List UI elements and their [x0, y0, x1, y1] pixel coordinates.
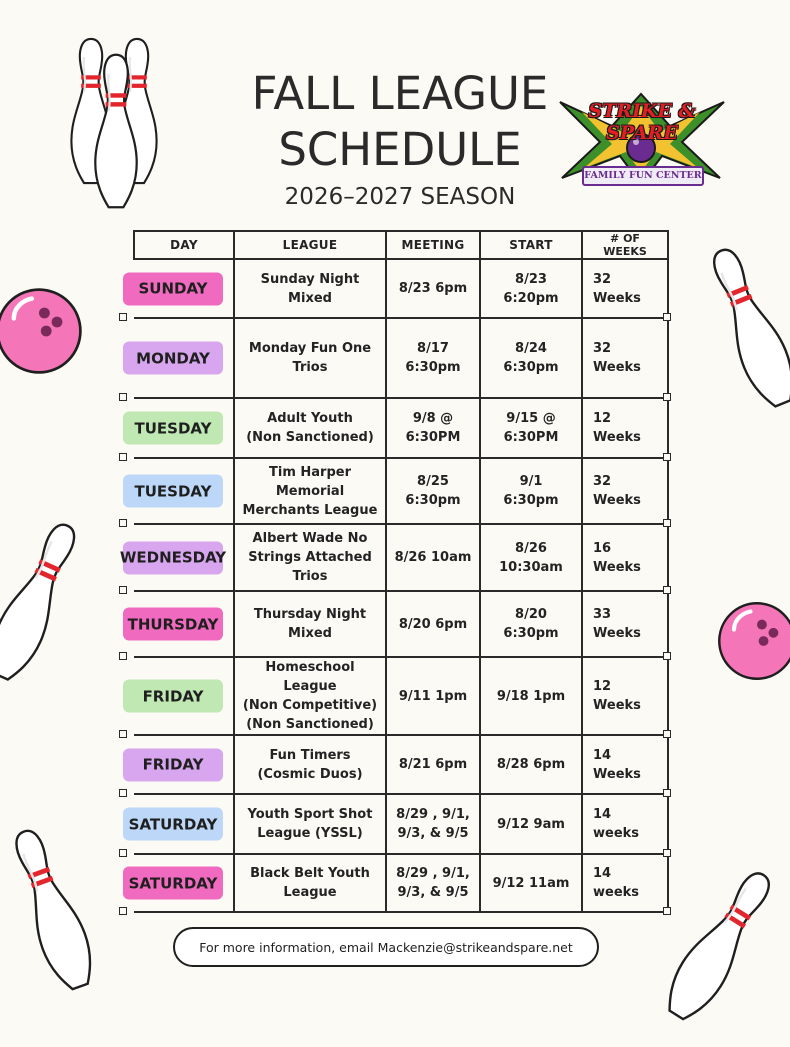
weeks-cell	[582, 735, 668, 794]
meeting-cell	[386, 794, 480, 854]
day-cell	[119, 524, 234, 591]
weeks-count: 32	[593, 474, 612, 489]
title-line-2: SCHEDULE	[278, 123, 522, 176]
weeks-count: 14	[593, 807, 612, 822]
row-separator-knob	[663, 730, 671, 738]
day-badge: WEDNESDAY	[123, 541, 223, 574]
weeks-count: 14	[593, 747, 612, 763]
row-separator-knob	[119, 586, 127, 594]
day-badge: FRIDAY	[123, 748, 223, 781]
league-cell	[234, 854, 386, 912]
start-cell	[480, 735, 582, 794]
header-league: LEAGUE	[234, 231, 386, 259]
meeting-line: 9/11 1pm	[398, 688, 468, 704]
table-header-row	[134, 231, 668, 259]
league-line: Tim Harper Memorial	[269, 464, 351, 499]
start-line: 8/24	[515, 341, 547, 356]
day-badge: TUESDAY	[123, 475, 223, 508]
table-row	[134, 854, 668, 912]
row-separator-knob	[119, 849, 127, 857]
start-line: 6:20pm	[503, 290, 559, 306]
meeting-line: 8/29 , 9/1,	[396, 866, 470, 881]
league-line: Adult Youth	[267, 411, 353, 426]
start-line: 8/26	[515, 540, 547, 556]
league-cell	[234, 398, 386, 458]
meeting-line: 8/20 6pm	[398, 616, 468, 632]
bowling-ball-icon	[0, 286, 84, 376]
league-cell	[234, 458, 386, 524]
day-cell	[128, 854, 234, 912]
day-badge: THURSDAY	[123, 608, 223, 641]
meeting-cell	[386, 854, 480, 912]
bowling-pin-icon	[0, 806, 122, 1012]
day-cell	[134, 458, 234, 524]
weeks-cell	[582, 259, 668, 318]
strike-and-spare-logo	[552, 92, 730, 188]
meeting-line: 6:30PM	[405, 430, 461, 445]
weeks-label: weeks	[593, 826, 640, 841]
weeks-count: 14	[593, 866, 612, 881]
weeks-count: 12	[593, 679, 612, 694]
row-separator-knob	[663, 789, 671, 797]
league-line: (Cosmic Duos)	[257, 766, 363, 782]
start-cell	[480, 398, 582, 458]
meeting-line: 9/3, & 9/5	[397, 826, 469, 841]
weeks-count: 33	[593, 607, 612, 622]
day-cell	[128, 794, 234, 854]
row-separator-knob	[663, 313, 671, 321]
start-cell	[480, 794, 582, 854]
day-badge: SATURDAY	[123, 808, 223, 841]
meeting-cell	[386, 591, 480, 657]
meeting-cell	[386, 259, 480, 318]
table-row	[134, 524, 668, 591]
weeks-count: 12	[593, 411, 612, 426]
league-cell	[234, 794, 386, 854]
row-separator-knob	[663, 849, 671, 857]
start-cell	[480, 854, 582, 912]
league-line: Merchants League	[242, 502, 378, 518]
meeting-line: 8/25	[417, 474, 449, 489]
day-badge: SATURDAY	[123, 867, 223, 900]
meeting-line: 8/29 , 9/1,	[396, 807, 470, 822]
meeting-cell	[386, 318, 480, 398]
start-line: 6:30pm	[503, 493, 559, 508]
row-separator-knob	[119, 453, 127, 461]
logo-subtitle: FAMILY FUN CENTER	[582, 166, 704, 186]
table-row	[134, 458, 668, 524]
bowling-ball-icon	[716, 596, 790, 686]
weeks-label: Weeks	[593, 360, 641, 375]
weeks-count: 32	[593, 271, 612, 287]
meeting-line: 9/8 @	[412, 411, 454, 426]
league-cell	[234, 657, 386, 735]
league-cell	[234, 259, 386, 318]
meeting-line: 8/26 10am	[394, 550, 472, 565]
row-separator-knob	[663, 586, 671, 594]
meeting-line: 8/23 6pm	[398, 281, 468, 296]
row-separator-knob	[119, 652, 127, 660]
meeting-cell	[386, 398, 480, 458]
weeks-label: Weeks	[593, 626, 641, 641]
start-line: 9/15 @	[506, 411, 556, 426]
meeting-cell	[386, 735, 480, 794]
row-separator-knob	[663, 907, 671, 915]
row-separator-knob	[119, 730, 127, 738]
start-cell	[480, 318, 582, 398]
weeks-cell	[582, 524, 668, 591]
table-row	[134, 591, 668, 657]
meeting-cell	[386, 524, 480, 591]
start-line: 6:30pm	[503, 360, 559, 375]
league-line: Albert Wade No	[252, 531, 368, 546]
row-separator-knob	[119, 519, 127, 527]
start-line: 9/1	[519, 474, 543, 489]
weeks-count: 16	[593, 540, 612, 556]
start-cell	[480, 591, 582, 657]
start-line: 8/23	[515, 271, 547, 287]
league-line: Mixed	[288, 626, 332, 641]
contact-info: For more information, email Mackenzie@strikeandspare.net	[173, 927, 599, 967]
table-row	[134, 398, 668, 458]
league-cell	[234, 524, 386, 591]
header-weeks: # OF WEEKS	[582, 231, 668, 259]
league-line: Fun Timers	[269, 747, 351, 763]
league-line: (Non Sanctioned)	[246, 430, 374, 445]
start-line: 9/12 11am	[492, 875, 570, 891]
weeks-label: Weeks	[593, 559, 641, 575]
row-separator-knob	[119, 313, 127, 321]
meeting-line: 9/3, & 9/5	[397, 885, 469, 900]
weeks-label: weeks	[593, 885, 640, 900]
meeting-line: 8/17	[417, 341, 449, 356]
day-cell	[127, 591, 234, 657]
header-meeting: MEETING	[386, 231, 480, 259]
start-cell	[480, 657, 582, 735]
row-separator-knob	[663, 652, 671, 660]
league-line: Thursday Night	[253, 607, 367, 622]
weeks-label: Weeks	[593, 766, 641, 782]
day-badge: TUESDAY	[123, 412, 223, 445]
meeting-cell	[386, 657, 480, 735]
weeks-cell	[582, 398, 668, 458]
row-separator-knob	[663, 519, 671, 527]
league-line: League	[283, 885, 337, 900]
start-line: 9/12 9am	[497, 816, 565, 832]
season-subtitle: 2026–2027 SEASON	[284, 184, 516, 210]
weeks-cell	[582, 458, 668, 524]
start-line: 8/28 6pm	[496, 757, 566, 772]
day-cell	[134, 657, 234, 735]
league-cell	[234, 735, 386, 794]
meeting-line: 8/21 6pm	[398, 757, 468, 772]
league-line: Trios	[292, 360, 328, 375]
day-cell	[134, 735, 234, 794]
bowling-pin-icon	[0, 498, 109, 704]
start-cell	[480, 524, 582, 591]
day-badge: MONDAY	[123, 342, 223, 375]
league-line: League (YSSL)	[257, 826, 363, 841]
weeks-label: Weeks	[593, 493, 641, 508]
league-cell	[234, 318, 386, 398]
league-line: Strings Attached	[248, 550, 372, 565]
logo-title: STRIKE & SPARE	[588, 100, 696, 144]
weeks-cell	[582, 854, 668, 912]
weeks-count: 32	[593, 341, 612, 356]
league-line: (Non Sanctioned)	[246, 717, 374, 732]
table-row	[134, 735, 668, 794]
start-cell	[480, 458, 582, 524]
weeks-label: Weeks	[593, 290, 641, 306]
bowling-pin-icon	[679, 224, 790, 430]
meeting-cell	[386, 458, 480, 524]
start-line: 10:30am	[499, 559, 563, 575]
league-line: Homeschool League	[265, 660, 355, 694]
row-separator-knob	[663, 453, 671, 461]
bowling-pin-icon	[79, 46, 153, 216]
day-cell	[134, 398, 234, 458]
day-cell	[134, 259, 234, 318]
league-line: Sunday Night	[260, 271, 360, 287]
weeks-label: Weeks	[593, 698, 641, 713]
day-cell	[134, 318, 234, 398]
table-row	[134, 318, 668, 398]
meeting-line: 6:30pm	[405, 493, 461, 508]
start-cell	[480, 259, 582, 318]
table-row	[134, 794, 668, 854]
table-row	[134, 259, 668, 318]
row-separator-knob	[119, 393, 127, 401]
day-badge: SUNDAY	[123, 272, 223, 305]
day-badge: FRIDAY	[123, 680, 223, 713]
weeks-cell	[582, 794, 668, 854]
league-line: Black Belt Youth	[250, 866, 370, 881]
league-line: Trios	[292, 569, 328, 584]
start-line: 9/18 1pm	[496, 688, 566, 704]
weeks-cell	[582, 591, 668, 657]
row-separator-knob	[119, 907, 127, 915]
league-line: Mixed	[288, 290, 332, 306]
league-line: Monday Fun One	[248, 341, 372, 356]
league-cell	[234, 591, 386, 657]
league-schedule-table	[119, 230, 669, 913]
start-line: 6:30pm	[503, 626, 559, 641]
start-line: 6:30PM	[503, 430, 559, 445]
header-day: DAY	[134, 231, 234, 259]
header-start: START	[480, 231, 582, 259]
start-line: 8/20	[515, 607, 547, 622]
meeting-line: 6:30pm	[405, 360, 461, 375]
weeks-label: Weeks	[593, 430, 641, 445]
league-line: (Non Competitive)	[242, 698, 378, 713]
table-row	[134, 657, 668, 735]
title-line-1: FALL LEAGUE	[251, 67, 549, 120]
row-separator-knob	[663, 393, 671, 401]
row-separator-knob	[119, 789, 127, 797]
weeks-cell	[582, 657, 668, 735]
league-line: Youth Sport Shot	[247, 807, 373, 822]
weeks-cell	[582, 318, 668, 398]
